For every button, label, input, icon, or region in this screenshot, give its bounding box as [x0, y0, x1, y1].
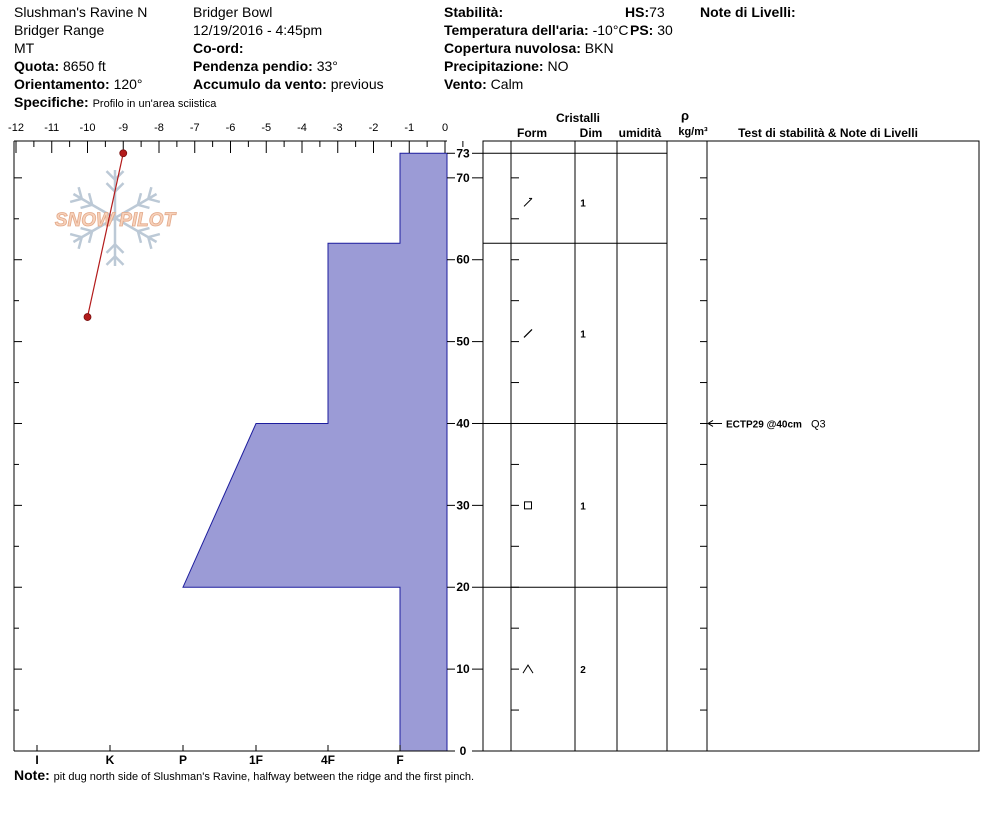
wind-loading-value: previous	[330, 76, 384, 92]
location-name: Slushman's Ravine N	[14, 4, 148, 20]
depth-tick-label: 70	[456, 170, 470, 185]
temp-tick-label: -6	[225, 122, 236, 134]
temp-tick-label: 0	[441, 122, 449, 134]
depth-tick-label: 60	[456, 252, 470, 267]
hs-label: HS:	[625, 4, 650, 20]
hardness-tick-label: F	[396, 753, 404, 767]
flake-branch	[70, 199, 82, 202]
temp-tick-label: -8	[154, 122, 164, 134]
area-name: Bridger Bowl	[193, 4, 273, 20]
hardness-tick-label: P	[178, 753, 188, 767]
form-header: Form	[517, 126, 547, 140]
crystal-form-faceted	[524, 329, 532, 337]
flake-branch	[107, 256, 115, 264]
snow-pilot-watermark	[55, 170, 177, 266]
watermark-text: SNOW PILOT	[54, 210, 176, 231]
range-name: Bridger Range	[14, 22, 105, 38]
specifics-label: Specifiche:	[14, 94, 89, 110]
note-label: Note:	[14, 767, 50, 783]
temperature-line	[88, 153, 124, 317]
flake-branch	[115, 244, 123, 252]
temp-tick-label: -7	[189, 122, 200, 134]
depth-tick-label: 40	[456, 416, 470, 431]
hardness-tick-label: I	[35, 753, 39, 767]
temp-tick-label: -4	[297, 122, 307, 134]
flake-branch	[148, 199, 160, 202]
depth-tick-label: 10	[456, 662, 470, 677]
temp-tick-label: -9	[118, 122, 129, 134]
flake-branch	[115, 256, 123, 264]
test-quality: Q3	[811, 418, 826, 431]
temp-tick-label: -12	[8, 122, 24, 134]
hardness-tick-label: K	[105, 753, 115, 767]
hardness-area	[183, 153, 447, 751]
crystal-size: 1	[580, 329, 586, 341]
crystals-header: Cristalli	[555, 111, 601, 125]
crystal-size: 1	[580, 198, 586, 210]
flake-branch	[148, 234, 160, 237]
layer-notes-label: Note di Livelli:	[700, 4, 796, 20]
size-header: Dim	[579, 126, 603, 140]
precip-label: Precipitazione:	[444, 58, 544, 74]
ps-label: PS:	[630, 22, 654, 38]
crystal-size: 2	[580, 665, 586, 677]
specifics-value: Profilo in un'area sciistica	[92, 98, 217, 110]
hardness-tick-label: 1F	[248, 753, 264, 767]
hardness-profile	[183, 153, 447, 751]
density-unit: kg/m³	[678, 126, 708, 138]
depth-tick-label: 30	[456, 498, 470, 513]
note-text: pit dug north side of Slushman's Ravine, halfway between the ridge and the first pinch.	[53, 771, 475, 783]
flake-branch	[107, 183, 115, 191]
tests-header: Test di stabilità & Note di Livelli	[738, 126, 918, 140]
flake-branch	[107, 171, 115, 179]
ps-value: 30	[657, 22, 673, 38]
air-temp-label: Temperatura dell'aria:	[444, 22, 589, 38]
depth-tick-label: 73	[456, 146, 470, 161]
temp-tick-label: -3	[332, 122, 343, 134]
slope-value: 33°	[316, 58, 338, 74]
temp-tick-label: -11	[44, 122, 60, 134]
flake-branch	[138, 205, 150, 208]
wind-loading-label: Accumulo da vento:	[193, 76, 327, 92]
density-symbol: ρ	[680, 108, 690, 123]
state-name: MT	[14, 40, 35, 56]
air-temp-value: -10°C	[592, 22, 629, 38]
elevation-label: Quota:	[14, 58, 60, 74]
crystal-form-depth-hoar	[523, 665, 533, 673]
flake-branch	[70, 234, 82, 237]
elevation-value: 8650 ft	[63, 58, 106, 74]
wind-value: Calm	[490, 76, 524, 92]
wind-label: Vento:	[444, 76, 487, 92]
hardness-tick-label: 4F	[320, 753, 336, 767]
crystal-table-frame	[483, 141, 979, 751]
crystal-form-square	[525, 502, 532, 509]
aspect-label: Orientamento:	[14, 76, 110, 92]
crystal-form-rounding-faceted	[524, 198, 532, 206]
depth-tick-label: 20	[456, 580, 470, 595]
temp-tick-label: -5	[261, 122, 272, 134]
sky-label: Copertura nuvolosa:	[444, 40, 581, 56]
datetime: 12/19/2016 - 4:45pm	[193, 22, 323, 38]
flake-branch	[81, 205, 93, 208]
depth-tick-label: 50	[456, 334, 470, 349]
crystal-size: 1	[580, 501, 586, 513]
moisture-header: umidità	[618, 126, 662, 140]
precip-value: NO	[547, 58, 569, 74]
sky-value: BKN	[584, 40, 614, 56]
hs-value: 73	[649, 4, 665, 20]
temperature-point	[84, 314, 91, 321]
depth-tick-label: 0	[459, 744, 467, 758]
flake-branch	[107, 244, 115, 252]
slope-label: Pendenza pendio:	[193, 58, 313, 74]
temp-tick-label: -2	[368, 122, 379, 134]
aspect-value: 120°	[113, 76, 143, 92]
temp-tick-label: -1	[404, 122, 415, 134]
temp-tick-label: -10	[79, 122, 96, 134]
stability-label: Stabilità:	[444, 4, 504, 20]
temperature-point	[120, 150, 127, 157]
test-result: ECTP29 @40cm	[726, 419, 802, 431]
coord-label: Co-ord:	[193, 40, 244, 56]
